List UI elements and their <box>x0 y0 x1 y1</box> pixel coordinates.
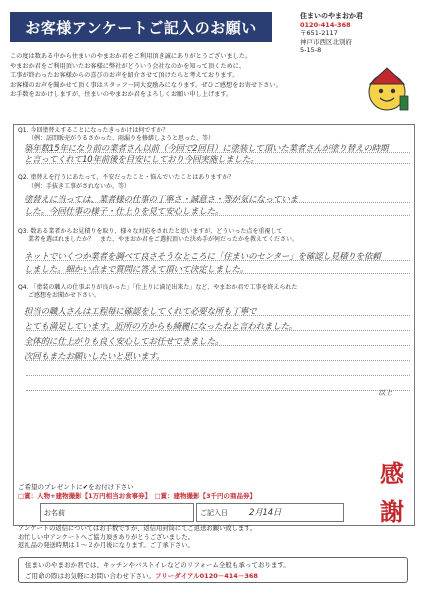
date-value: 2月14日 <box>249 508 282 518</box>
footer-line: 返礼品の発送時期は１～２か月後になります。ご了承下さい。 <box>18 542 194 550</box>
q3-label: Q3. 数ある業者からお見積りを取り、様々な対応をされたと思いますが、どういった点を重視して <box>18 228 283 235</box>
intro-text <box>10 52 340 100</box>
q1-hint: （例：訪問販売がうるさかった、雨漏りを修繕しようと思った、等） <box>28 135 215 142</box>
page-title: お客様アンケートご記入のお願い <box>10 12 272 42</box>
intro-line: お客様のお声を聞かせて頂く事はスタッフ一同大変励みになります。ぜひご感想をお寄せ下さい。 <box>10 81 282 89</box>
company-phone: 0120-414-368 <box>300 20 351 29</box>
present-section <box>18 483 338 501</box>
q3-answer-line: ネットでいくつか業者を調べて良さそうなところに「住まいのセンター」を確認し見積りを依頼 <box>24 252 381 262</box>
address-line: 神戸市西区北別府 <box>300 37 352 46</box>
name-field[interactable] <box>40 503 194 522</box>
date-label: ご記入日 <box>200 509 228 517</box>
q4-answer-line: とても満足しています。近所の方からも綺麗になったねと言われました。 <box>24 322 298 332</box>
answer-line <box>26 365 410 376</box>
present-instruction: ご希望のプレゼントに✔をお付け下さい <box>18 483 134 491</box>
company-name: 住まいのやまおか君 <box>300 12 363 20</box>
footer-line: アンケートの返信についてはお手数ですが、返信用封筒にてご返送お願い致します。 <box>18 525 257 532</box>
answer-line <box>26 380 410 391</box>
signature: 以上 <box>378 389 392 397</box>
q3-label-2: 業者を選ばれましたか？ また、やまおか君をご選択頂いた決め手が何だったかを教えてください。 <box>28 236 299 243</box>
q2-answer-line: した。今回仕事の様子・仕上りを見て安心しました。 <box>24 207 224 217</box>
intro-line: この度は数ある中から住まいのやまおか君をご利用頂き誠にありがとうございました。 <box>10 53 252 60</box>
intro-line: お手数をおかけしますが、住まいのやまおか君をよろしくお願い申し上げます。 <box>10 91 233 99</box>
q4-answer-line: 担当の職人さんは工程毎に確認をしてくれて必要な所も丁寧で <box>24 307 257 317</box>
q2-answer-line: 塗替えに当っては、業者様の仕事の丁寧さ・誠意さ・等が気になっていま <box>24 195 298 205</box>
q1-answer-line: 築年数15年になり前の業者さん以前（今回で2回目）に塗装して頂いた業者さんが塗り替えの時期 <box>24 144 389 154</box>
present-option-1[interactable]: □賞：人物+建物撮影【1万円相当お食事券】 <box>18 492 148 500</box>
q2-label: Q2. 塗替えを行うにあたって、不安だったこと・悩んでいたことはありますか？ <box>18 174 235 181</box>
bottom-banner <box>18 557 408 583</box>
intro-line: やまおか君をご利用頂いたお客様に弊社がどういう会社なのかを知って頂くために、 <box>10 62 246 70</box>
q1-answer-line: と言ってくれて10年前後を目安にしており今回実施しました。 <box>24 155 259 165</box>
bottom-line-2: ご用命の際はお気軽にお問い合わせ下さい。 <box>25 571 155 580</box>
thanks-calligraphy <box>370 455 414 531</box>
bottom-line-1: 住まいのやまおか君では、キッチンやバストイレなどのリフォーム全般も承っております。 <box>25 561 290 569</box>
footer-note <box>18 525 358 551</box>
q4-answer-line: 全体的に仕上がりも良く安心してお任せできました。 <box>24 337 224 347</box>
intro-line: 工事が終わったお客様からの喜びのお声を紹介させて頂けたらと考えております。 <box>10 72 239 80</box>
name-label: お名前 <box>44 509 65 517</box>
thanks-char: 謝 <box>380 498 404 526</box>
q3-answer-line: しました。細かい点まで質問に答えて頂いて決定しました。 <box>24 265 249 275</box>
date-field[interactable] <box>196 503 344 522</box>
free-dial-number[interactable]: フリーダイアル0120－414－368 <box>155 571 258 580</box>
q4-label: Q4. 「塗装の職人の仕事ぶりが良かった」「仕上りに満足出来た」など、やまおか君で工事を終えられた <box>18 284 298 291</box>
q2-hint: （例：手抜き工事がされないか、等） <box>28 183 131 190</box>
q1-label: Q1. 今回塗替えすることになったきっかけは何ですか？ <box>18 127 169 134</box>
q4-answer-line: 次回もまたお願いしたいと思います。 <box>24 352 165 362</box>
present-option-2[interactable]: □賞：建物撮影【3千円の商品券】 <box>154 492 257 500</box>
company-block <box>300 12 420 55</box>
footer-line: お忙しい中アンケートへご協力頂きありがとうございました。 <box>18 533 194 541</box>
mascot-icon <box>360 62 414 116</box>
thanks-char: 感 <box>380 460 404 488</box>
address-line: 〒651-2117 <box>300 29 338 37</box>
address-line: 5-15-8 <box>300 46 322 54</box>
q4-label-2: ご感想をお聞かせ下さい。 <box>28 292 101 299</box>
